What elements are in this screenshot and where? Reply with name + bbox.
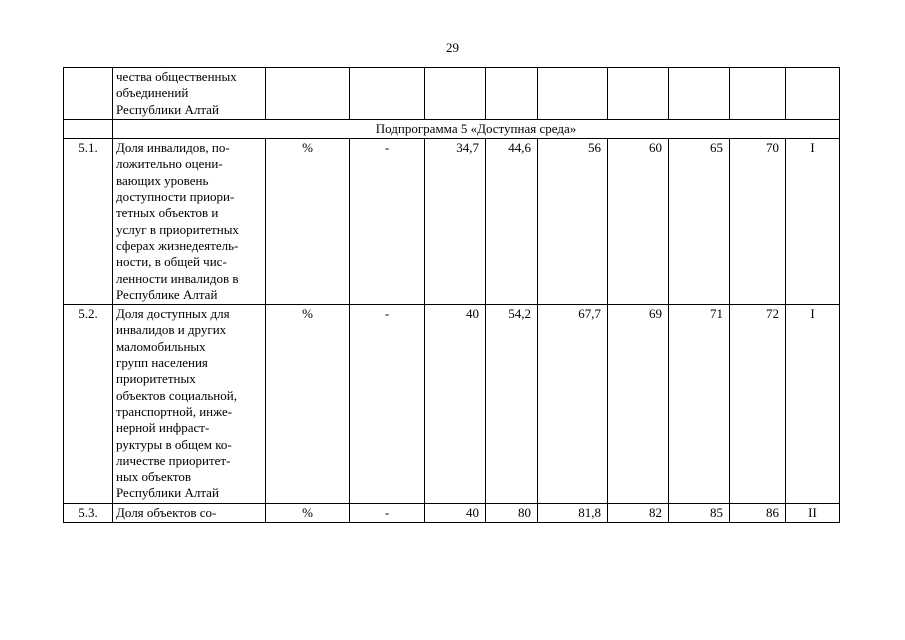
name-line: инвалидов и других — [116, 322, 227, 338]
name-line: транспортной, инже- — [116, 403, 233, 419]
name-line: групп населения — [116, 355, 208, 371]
base-cell: - — [350, 305, 425, 504]
indicators-table — [63, 67, 840, 523]
name-line: Доля доступных для — [116, 306, 230, 322]
table-row — [64, 305, 840, 504]
name-line: руктуры в общем ко- — [116, 436, 232, 452]
name-line: объектов социальной, — [116, 387, 237, 403]
name-line: объединений — [116, 85, 189, 101]
name-line: ленности инвалидов в — [116, 270, 239, 286]
name-line: личестве приоритет- — [116, 452, 231, 468]
value-cell: 70 — [730, 139, 786, 305]
unit-cell: % — [266, 503, 350, 522]
value-cell — [669, 68, 730, 120]
value-cell: 40 — [425, 503, 486, 522]
name-line: Доля объектов со- — [116, 504, 217, 520]
subprogram-title: Подпрограмма 5 «Доступная среда» — [113, 119, 840, 138]
value-cell: 82 — [608, 503, 669, 522]
value-cell: 60 — [608, 139, 669, 305]
table-row — [64, 139, 840, 305]
row-id: 5.2. — [64, 305, 113, 504]
name-line: услуг в приоритетных — [116, 221, 239, 237]
unit-cell: % — [266, 139, 350, 305]
value-cell — [486, 68, 538, 120]
unit-cell: % — [266, 305, 350, 504]
value-cell: 44,6 — [486, 139, 538, 305]
category-cell: I — [786, 139, 840, 305]
value-cell — [538, 68, 608, 120]
name-line: нерной инфраст- — [116, 420, 210, 436]
name-line: сферах жизнедеятель- — [116, 237, 239, 253]
row-id: 5.1. — [64, 139, 113, 305]
value-cell — [730, 68, 786, 120]
row-id: 5.3. — [64, 503, 113, 522]
name-line: ности, в общей чис- — [116, 254, 227, 270]
value-cell: 54,2 — [486, 305, 538, 504]
value-cell: 56 — [538, 139, 608, 305]
base-cell: - — [350, 503, 425, 522]
value-cell: 86 — [730, 503, 786, 522]
base-cell — [350, 68, 425, 120]
value-cell: 71 — [669, 305, 730, 504]
value-cell: 85 — [669, 503, 730, 522]
name-line: приоритетных — [116, 371, 196, 387]
name-line: Республики Алтай — [116, 485, 219, 501]
table-row — [64, 503, 840, 522]
name-line: Доля инвалидов, по- — [116, 140, 230, 156]
name-line: тетных объектов и — [116, 205, 219, 221]
continuation-row — [64, 68, 840, 120]
value-cell: 72 — [730, 305, 786, 504]
subprogram-row — [64, 119, 840, 138]
value-cell: 65 — [669, 139, 730, 305]
name-line: чества общественных — [116, 69, 237, 84]
id-cell — [64, 68, 113, 120]
name-line: ложительно оцени- — [116, 156, 223, 172]
name-line: вающих уровень — [116, 172, 209, 188]
name-line: маломобильных — [116, 338, 206, 354]
base-cell: - — [350, 139, 425, 305]
unit-cell — [266, 68, 350, 120]
page-number: 29 — [446, 40, 459, 55]
name-line: Республике Алтай — [116, 286, 218, 302]
value-cell: 80 — [486, 503, 538, 522]
category-cell — [786, 68, 840, 120]
value-cell: 34,7 — [425, 139, 486, 305]
name-line: Республики Алтай — [116, 101, 219, 117]
value-cell: 81,8 — [538, 503, 608, 522]
value-cell: 67,7 — [538, 305, 608, 504]
name-line: доступности приори- — [116, 189, 235, 205]
name-cell — [113, 503, 266, 522]
value-cell: 40 — [425, 305, 486, 504]
name-cell — [113, 68, 266, 120]
value-cell — [608, 68, 669, 120]
category-cell: I — [786, 305, 840, 504]
category-cell: II — [786, 503, 840, 522]
name-cell — [113, 139, 266, 305]
name-cell — [113, 305, 266, 504]
value-cell: 69 — [608, 305, 669, 504]
name-line: ных объектов — [116, 469, 192, 485]
value-cell — [425, 68, 486, 120]
id-cell — [64, 119, 113, 138]
